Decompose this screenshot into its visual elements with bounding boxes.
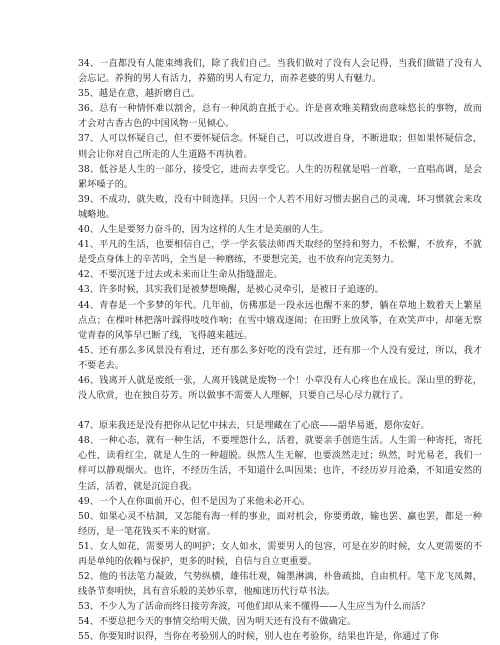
paragraph-37: 37、人可以怀疑自己，但不要怀疑信念。怀疑自己，可以改进自身，不断进取；但如果怀疑信念，则会让你对自己所走的人生道路不再执着。 (78, 133, 482, 160)
paragraph-43: 43、许多时候，其实我们是被梦想唤醒，是被心灵牵引，是被日子追逐的。 (78, 284, 384, 296)
paragraph-55: 55、你要知时识得，当你在考验别人的时候，别人也在考验你，结果也许是，你通过了你 (78, 631, 439, 643)
paragraph-48: 48、一种心态，就有一种生活，不要埋怨什么，活着，就要亲手创造生活。人生需一种寄托，寄托心性，读看红尘，就是人生的一种超脱。纵然人生无解，也要淡然走过；纵然，时光易老，我们一样可以静观烟火。也许，不经历生活，不知道什么叫因果；也许，不经历岁月沧桑，不知道安然的生活，活着，就是沉淀自我。 (78, 435, 482, 492)
paragraph-42: 42、不要沉迷于过去或未来而让生命从指缝溜走。 (78, 269, 283, 281)
paragraph-gap (78, 403, 482, 418)
paragraph-52: 52、他的书法笔力凝敛，气势纵横，雄伟壮观，翰墨淋漓，朴鲁疏拙，自由机杆。笔下龙飞凤舞，线条节奏明快，具有音乐般的美妙乐章，他痴迷历代行草书法。 (78, 571, 482, 598)
paragraph-34: 34、一直都没有人能束缚我们，除了我们自己。当我们做对了没有人会记得，当我们做错了没有人会忘记。养狗的男人有活力，养猫的男人有定力，而养老婆的男人有魅力。 (78, 58, 482, 85)
paragraph-54: 54、不要总把今天的事情交给明天做，因为明天还有没有不做确定。 (78, 616, 357, 628)
paragraph-47: 47、原来我还是没有把你从记忆中抹去，只是埋藏在了心底——韶华易逝，愿你安好。 (78, 420, 430, 432)
paragraph-44: 44、青春是一个多梦的年代。几年前，仿佛那是一段永远也醒不来的梦，躺在草地上数着天上繁星点点；在棵叶林把落叶踩得吱吱作响；在雪中嬉戏逐闹；在田野上放风筝，在欢笑声中，却毫无察觉青春的风筝早已断了线，飞得越来越远。 (78, 299, 482, 341)
paragraph-36: 36、总有一种情怀难以割舍，总有一种风韵直抵于心。许是喜欢唯美精致而意味悠长的事物，故而才会对古香古色的中国风物一见倾心。 (78, 103, 482, 130)
paragraph-50: 50、如果心灵不枯涸，又怎能有海一样的事业，面对机会，你要勇敢，输也罢、赢也罢，都是一种经历，是一笔花钱买不来的财富。 (78, 510, 482, 537)
paragraph-38: 38、低谷是人生的一部分，接受它，进而去享受它。人生的历程就是唱一首歌，一直唱高调，是会累坏嗓子的。 (78, 163, 482, 190)
paragraph-51: 51、女人如花，需要男人的呵护；女人如水，需要男人的包容，可是在岁的时候，女人更需要的不再是单纯的依赖与保护，更多的时候，自信与自立更重要。 (78, 540, 482, 567)
paragraph-41: 41、平凡的生活，也要相信自己，学一学玄装法师西天取经的坚持和努力，不松懈，不放弃，不就是受点身体上的辛苦吗，全当是一种磨练，不要想完美，也不放弃向完美努力。 (78, 239, 482, 266)
paragraph-45: 45、还有那么多风景没有看过，还有那么多好吃的没有尝过，还有那一个人没有爱过，所以，我才不要老去。 (78, 344, 482, 371)
paragraph-49: 49、一个人在你面前开心，但不是因为了来他未必开心。 (78, 495, 311, 507)
paragraph-40: 40、人生是要努力奋斗的，因为这样的人生才是美丽的人生。 (78, 224, 329, 236)
paragraph-46: 46、钱离开人就是废纸一张，人离开钱就是废物一个！小草没有人心疼也在成长。深山里的野花，没人欣赏，也在独自芬芳。所以做事不需要人人理解，只要自己尽心尽力就行了。 (78, 374, 482, 402)
paragraph-53: 53、不少人为了活命而终日接劳奔波，可他们却从来不懂得——人生应当为什么而活？ (78, 601, 430, 613)
paragraph-39: 39、不成功，就失败，没有中间选择。只因一个人若不用好习惯去据自己的灵魂，坏习惯就会来攻城略地。 (78, 193, 482, 220)
paragraph-35: 35、越是在意，越折磨自己。 (78, 88, 200, 100)
